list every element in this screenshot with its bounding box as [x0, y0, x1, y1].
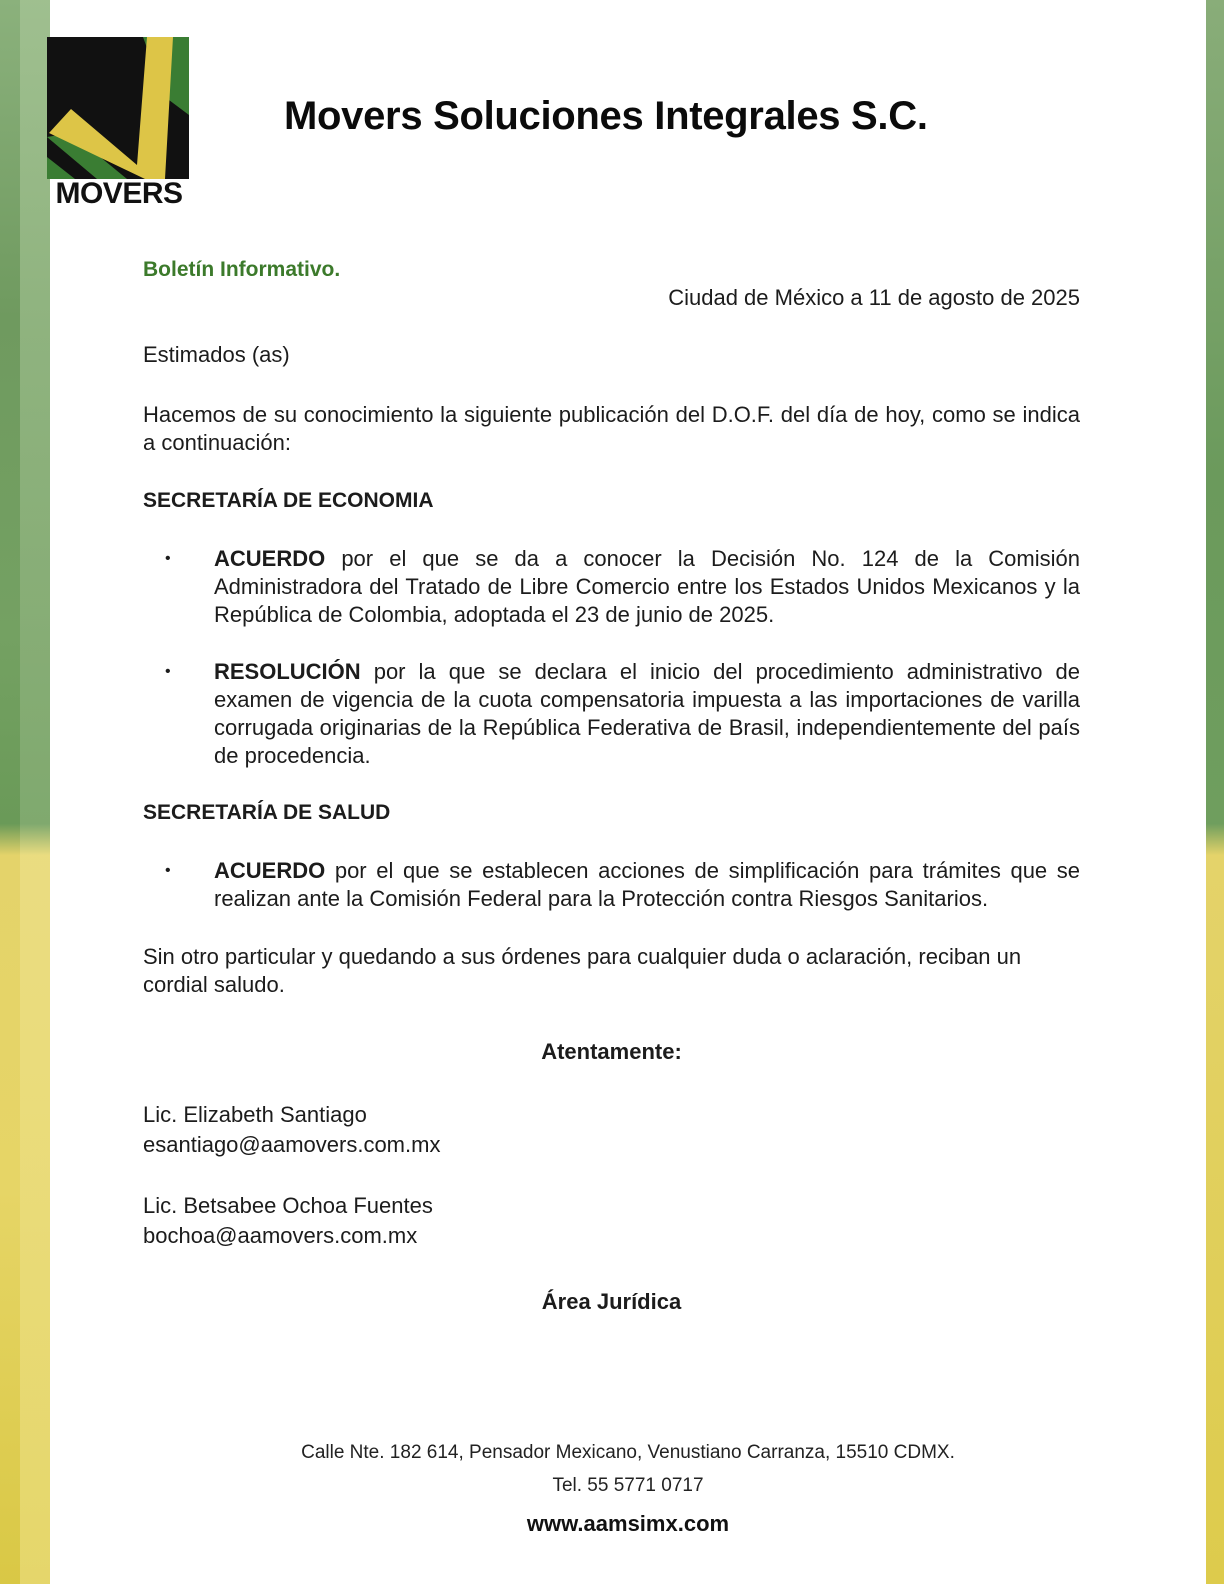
left-decorative-stripe-inner: [20, 0, 50, 1584]
company-name: Movers Soluciones Integrales S.C.: [284, 94, 928, 138]
bullet-icon: •: [165, 663, 171, 680]
bullet-icon: •: [165, 550, 171, 567]
list-item: [143, 658, 1080, 770]
section-title-economia: SECRETARÍA DE ECONOMIA: [143, 489, 434, 512]
intro-paragraph: Hacemos de su conocimiento la siguiente publicación del D.O.F. del día de hoy, como se indica a continuación:: [143, 402, 1080, 455]
date-line: Ciudad de México a 11 de agosto de 2025: [668, 285, 1080, 310]
sign-off: Atentamente:: [541, 1039, 682, 1064]
footer-phone: Tel. 55 5771 0717: [552, 1475, 704, 1496]
contact-email: bochoa@aamovers.com.mx: [143, 1223, 418, 1248]
item-lead: ACUERDO: [214, 858, 326, 883]
footer-address: Calle Nte. 182 614, Pensador Mexicano, Venustiano Carranza, 15510 CDMX.: [301, 1442, 955, 1463]
section-title-salud: SECRETARÍA DE SALUD: [143, 801, 391, 824]
item-text: por el que se establecen acciones de simplificación para trámites que se realizan ante la Comisión Federal para la Protección contra Riesgos Sanitarios.: [214, 858, 1080, 911]
economia-list: [143, 545, 1080, 770]
contact-email: esantiago@aamovers.com.mx: [143, 1132, 441, 1157]
department: Área Jurídica: [541, 1289, 682, 1314]
contact-name: Lic. Betsabee Ochoa Fuentes: [143, 1193, 433, 1218]
item-text: por el que se da a conocer la Decisión No. 124 de la Comisión Administradora del Tratado de Libre Comercio entre los Estados Unidos Mexicanos y la República de Colombia, adoptada el 23 de junio de 2025.: [214, 546, 1080, 627]
footer-website: www.aamsimx.com: [526, 1511, 730, 1536]
bullet-icon: •: [165, 862, 171, 879]
greeting: Estimados (as): [143, 342, 290, 367]
logo-wordmark: MOVERS: [55, 177, 183, 210]
item-lead: ACUERDO: [214, 546, 326, 571]
closing-paragraph: Sin otro particular y quedando a sus órdenes para cualquier duda o aclaración, reciban un cordial saludo.: [143, 944, 1022, 997]
salud-list: [143, 857, 1080, 913]
item-lead: RESOLUCIÓN: [214, 659, 361, 684]
item-text: por la que se declara el inicio del procedimiento administrativo de examen de vigencia de la cuota compensatoria impuesta a las importaciones de varilla corrugada originarias de la República Federativa de Brasil, independientemente del país de procedencia.: [214, 659, 1080, 768]
list-item: [143, 857, 1080, 913]
contact-name: Lic. Elizabeth Santiago: [143, 1102, 367, 1127]
letter-body: [143, 256, 1080, 1316]
list-item: [143, 545, 1080, 629]
bulletin-label: Boletín Informativo.: [143, 258, 341, 281]
